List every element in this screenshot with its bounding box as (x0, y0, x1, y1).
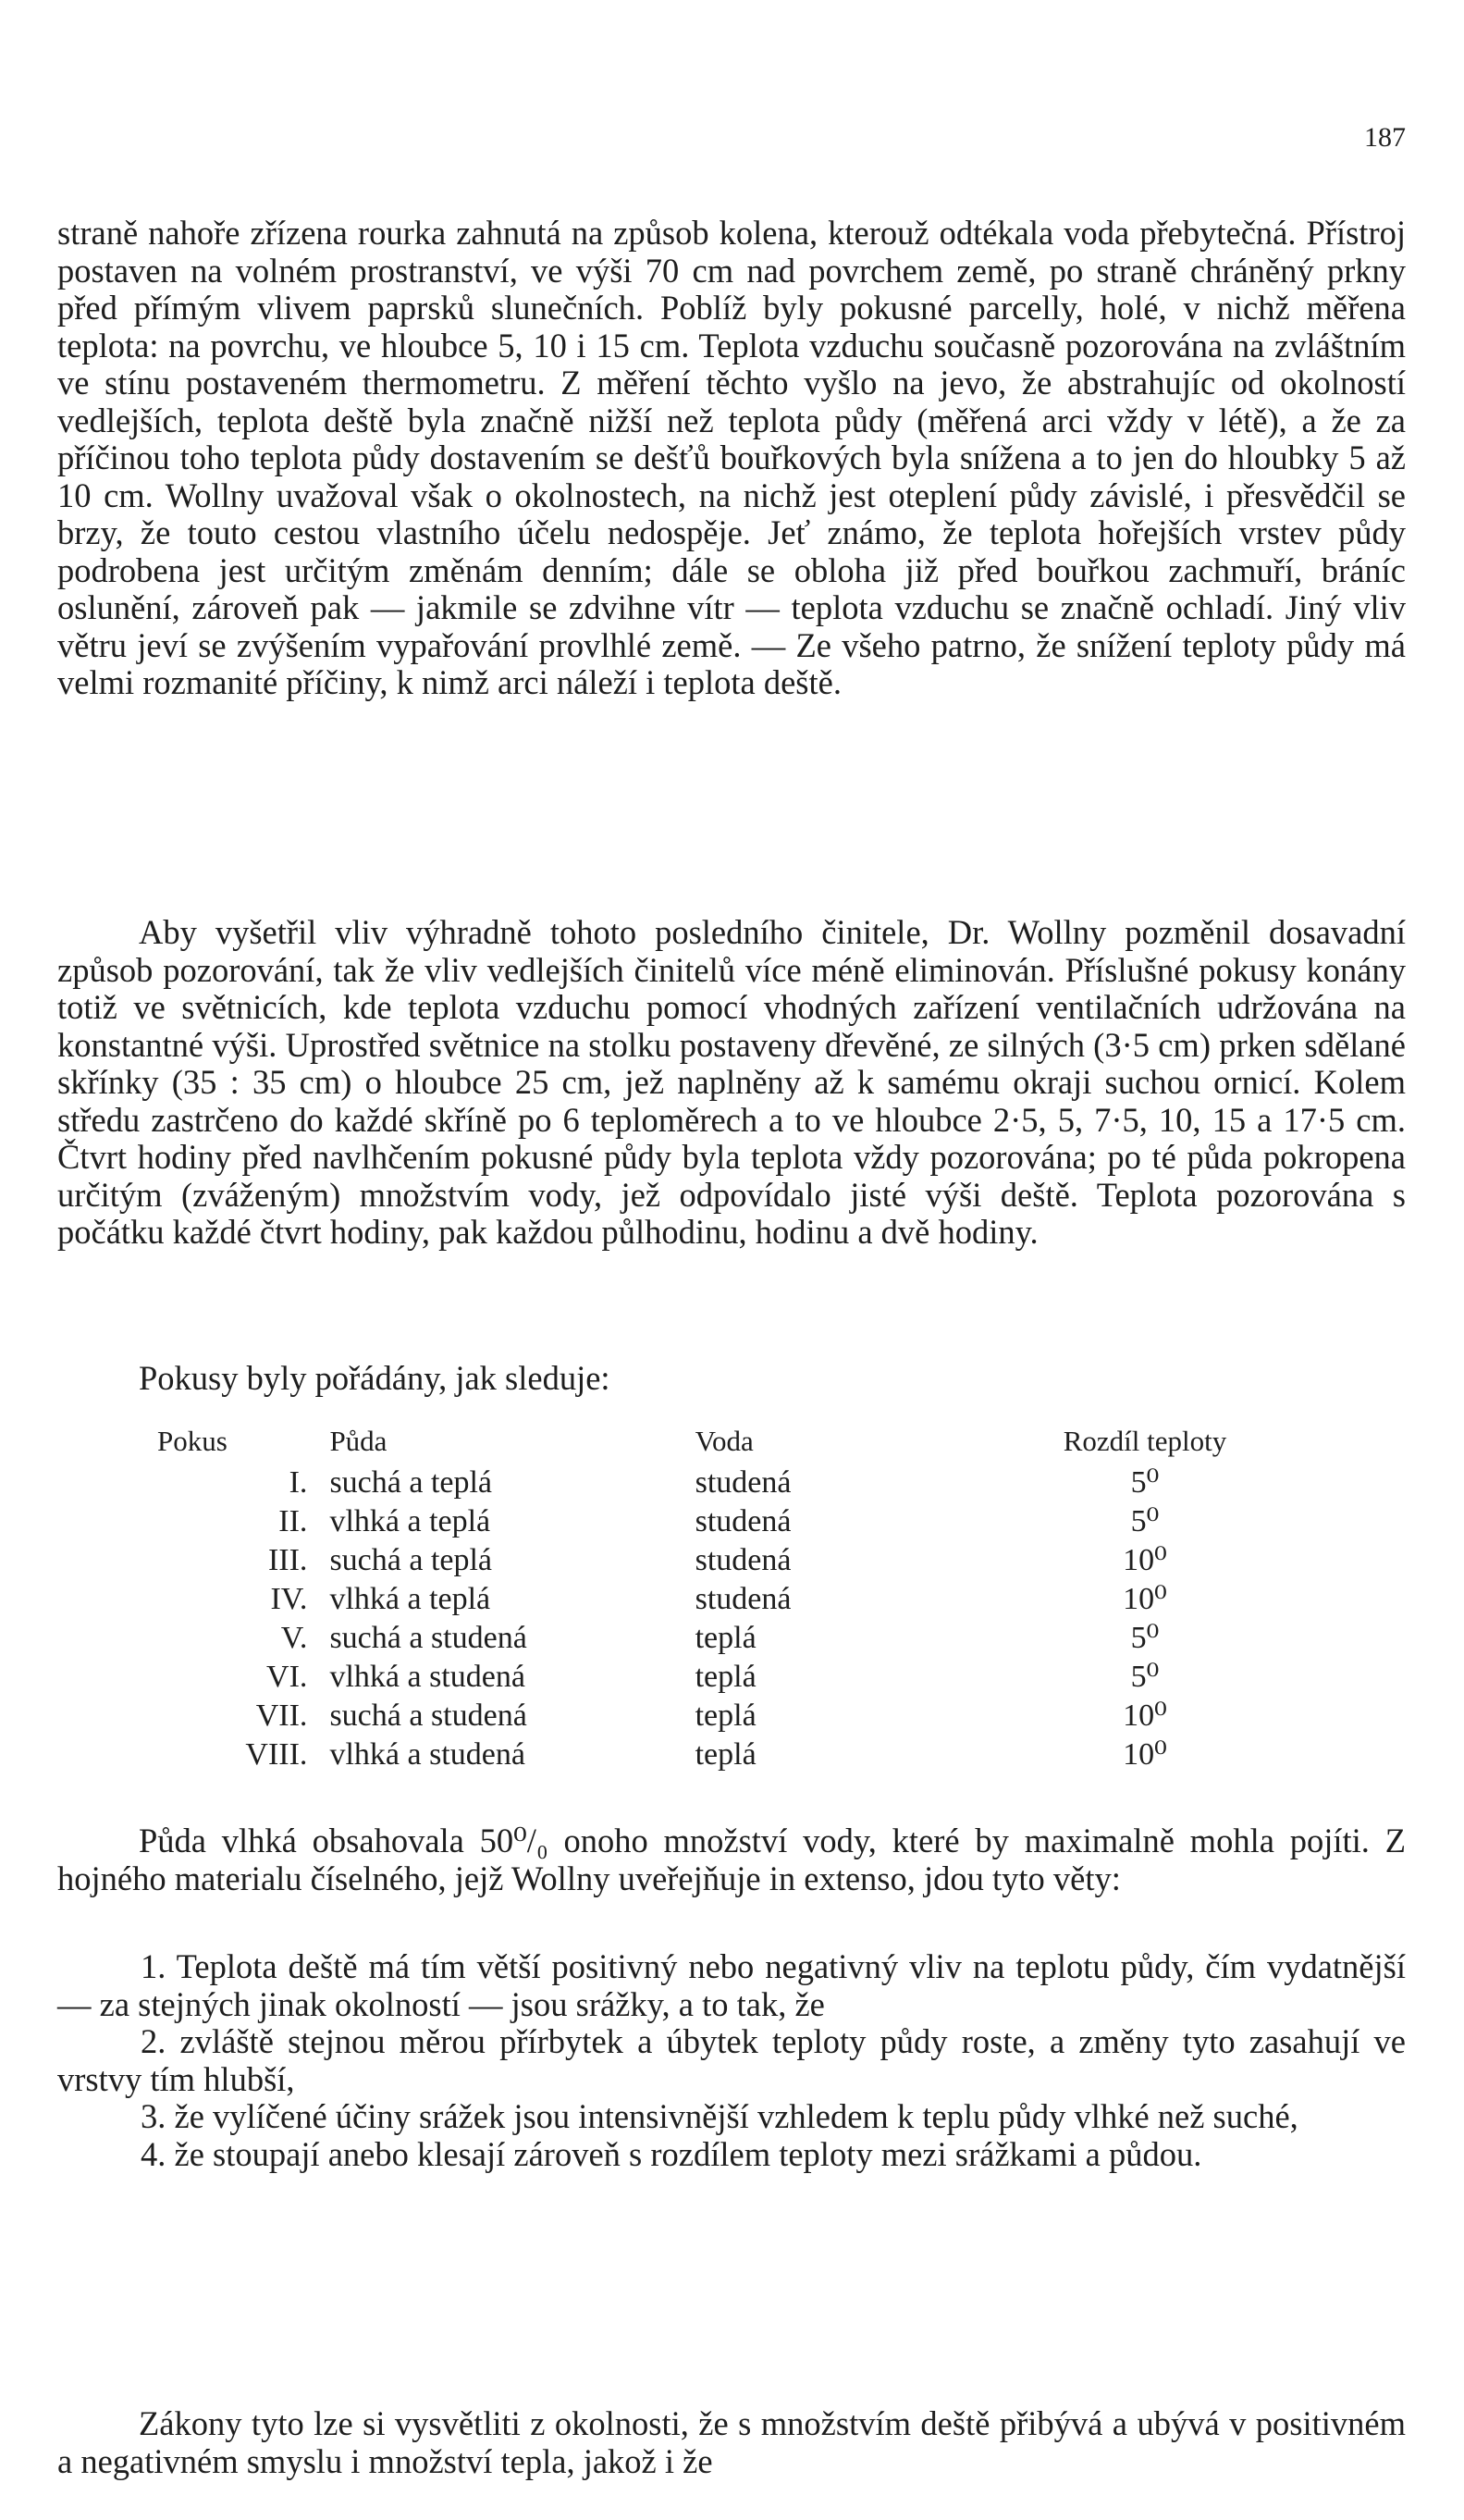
cell-puda: suchá a teplá (329, 1465, 493, 1500)
cell-pokus: VII. (255, 1699, 308, 1733)
cell-puda: vlhká a teplá (329, 1582, 491, 1616)
table-row (157, 1697, 1286, 1736)
cell-pokus: VI. (266, 1660, 308, 1694)
list-item: 3. že vylíčené účiny srážek jsou intensivnější vzhledem k teplu půdy vlhké než suché, (141, 2097, 1298, 2135)
table-header-row (157, 1425, 1286, 1464)
cell-puda: suchá a studená (329, 1699, 527, 1733)
cell-rozdil: 5⁰ (1130, 1621, 1160, 1655)
cell-voda: studená (695, 1504, 792, 1538)
cell-voda: teplá (695, 1737, 757, 1772)
cell-voda: studená (695, 1582, 792, 1616)
header-pokus: Pokus (157, 1425, 228, 1457)
table-row (157, 1502, 1286, 1541)
cell-pokus: II. (278, 1504, 308, 1538)
header-rozdil: Rozdíl teploty (1063, 1425, 1227, 1457)
cell-pokus: IV. (270, 1582, 308, 1616)
page-number: 187 (1364, 122, 1406, 153)
cell-voda: teplá (695, 1660, 757, 1694)
table-row (157, 1619, 1286, 1658)
cell-rozdil: 10⁰ (1123, 1543, 1167, 1577)
header-voda: Voda (695, 1425, 754, 1457)
cell-pokus: III. (267, 1543, 308, 1577)
cell-puda: suchá a teplá (329, 1543, 493, 1577)
cell-voda: studená (695, 1465, 792, 1500)
cell-puda: vlhká a teplá (329, 1504, 491, 1538)
table-row (157, 1736, 1286, 1774)
cell-rozdil: 10⁰ (1123, 1699, 1167, 1733)
list-item: 1. Teplota deště má tím větší positivný nebo negativný vliv na teplotu půdy, čím vydatnější — za stejných jinak okolností — jsou srážky, a to tak, že (57, 1947, 1406, 2023)
list-item: 2. zvláště stejnou měrou přírbytek a úbytek teploty půdy roste, a změny tyto zasahují ve vrstvy tím hlubší, (57, 2022, 1406, 2098)
experiments-table (157, 1425, 1286, 1774)
cell-voda: teplá (695, 1621, 757, 1655)
cell-rozdil: 5⁰ (1130, 1504, 1160, 1538)
cell-puda: suchá a studená (329, 1621, 527, 1655)
cell-pokus: VIII. (245, 1737, 308, 1772)
table-row (157, 1658, 1286, 1697)
cell-puda: vlhká a studená (329, 1737, 525, 1772)
cell-puda: vlhká a studená (329, 1660, 525, 1694)
table-intro: Pokusy byly pořádány, jak sleduje: (139, 1359, 610, 1397)
paragraph-1: straně nahoře zřízena rourka zahnutá na způsob kolena, kterouž odtékala voda přebytečná. Přístroj postaven na volném prostranství, ve výši 70 cm nad povrchem země, po straně chráněný prkny před přímým vlivem paprsků slunečních. Poblíž byly pokusné parcelly, holé, v nichž měřena teplota: na povrchu, ve hloubce 5, 10 i 15 cm. Teplota vzduchu současně pozorována na zvláštním ve stínu postaveném thermometru. Z měření těchto vyšlo na jevo, že abstrahujíc od okolností vedlejších, teplota deště byla značně nižší než teplota půdy (měřená arci vždy v létě), a že za příčinou toho teplota půdy dostavením se dešťů bouřkových byla snížena a to jen do hloubky 5 až 10 cm. Wollny uvažoval však o okolnostech, na nichž jest oteplení půdy závislé, i přesvědčil se brzy, že touto cestou vlastního účelu nedospěje. Jeť známo, že teplota hořejších vrstev půdy podrobena jest určitým změnám denním; dále se obloha již před bouřkou zachmuří, bráníc oslunění, zároveň pak — jakmile se zdvihne vítr — teplota vzduchu se značně ochladí. Jiný vliv větru jeví se zvýšením vypařování provlhlé země. — Ze všeho patrno, že snížení teploty půdy má velmi rozmanité příčiny, k nimž arci náleží i teplota deště. (57, 214, 1406, 701)
cell-pokus: V. (280, 1621, 308, 1655)
conclusions-list (57, 1948, 1406, 2173)
cell-rozdil: 10⁰ (1123, 1737, 1167, 1772)
table-row (157, 1464, 1286, 1502)
header-puda: Půda (329, 1425, 388, 1457)
paragraph-4: Zákony tyto lze si vysvětliti z okolnosti, že s množstvím deště přibývá a ubývá v positivném a negativném smyslu i množství tepla, jakož i že (57, 2404, 1406, 2480)
paragraph-2: Aby vyšetřil vliv výhradně tohoto posledního činitele, Dr. Wollny pozměnil dosavadní způsob pozorování, tak že vliv vedlejších činitelů více méně eliminován. Příslušné pokusy konány totiž ve světnicích, kde teplota vzduchu pomocí vhodných zařízení ventilačních udržována na konstantné výši. Uprostřed světnice na stolku postaveny dřevěné, ze silných (3·5 cm) prken sdělané skřínky (35 : 35 cm) o hloubce 25 cm, jež naplněny až k samému okraji suchou ornicí. Kolem středu zastrčeno do každé skříně po 6 teploměrech a to ve hloubce 2·5, 5, 7·5, 10, 15 a 17·5 cm. Čtvrt hodiny před navlhčením pokusné půdy byla teplota vždy pozorována; po té půda pokropena určitým (zváženým) množstvím vody, jež odpovídalo jisté výši deště. Teplota pozorována s počátku každé čtvrt hodiny, pak každou půlhodinu, hodinu a dvě hodiny. (57, 913, 1406, 1251)
cell-voda: studená (695, 1543, 792, 1577)
cell-rozdil: 5⁰ (1130, 1465, 1160, 1500)
cell-pokus: I. (289, 1465, 308, 1500)
list-item: 4. že stoupají anebo klesají zároveň s rozdílem teploty mezi srážkami a půdou. (141, 2134, 1202, 2173)
cell-voda: teplá (695, 1699, 757, 1733)
paragraph-3: Půda vlhká obsahovala 50⁰/₀ onoho množství vody, které by maximalně mohla pojíti. Z hojného materialu číselného, jejž Wollny uveřejňuje in extenso, jdou tyto věty: (57, 1822, 1406, 1897)
cell-rozdil: 5⁰ (1130, 1660, 1160, 1694)
table-row (157, 1580, 1286, 1619)
table-row (157, 1541, 1286, 1580)
cell-rozdil: 10⁰ (1123, 1582, 1167, 1616)
